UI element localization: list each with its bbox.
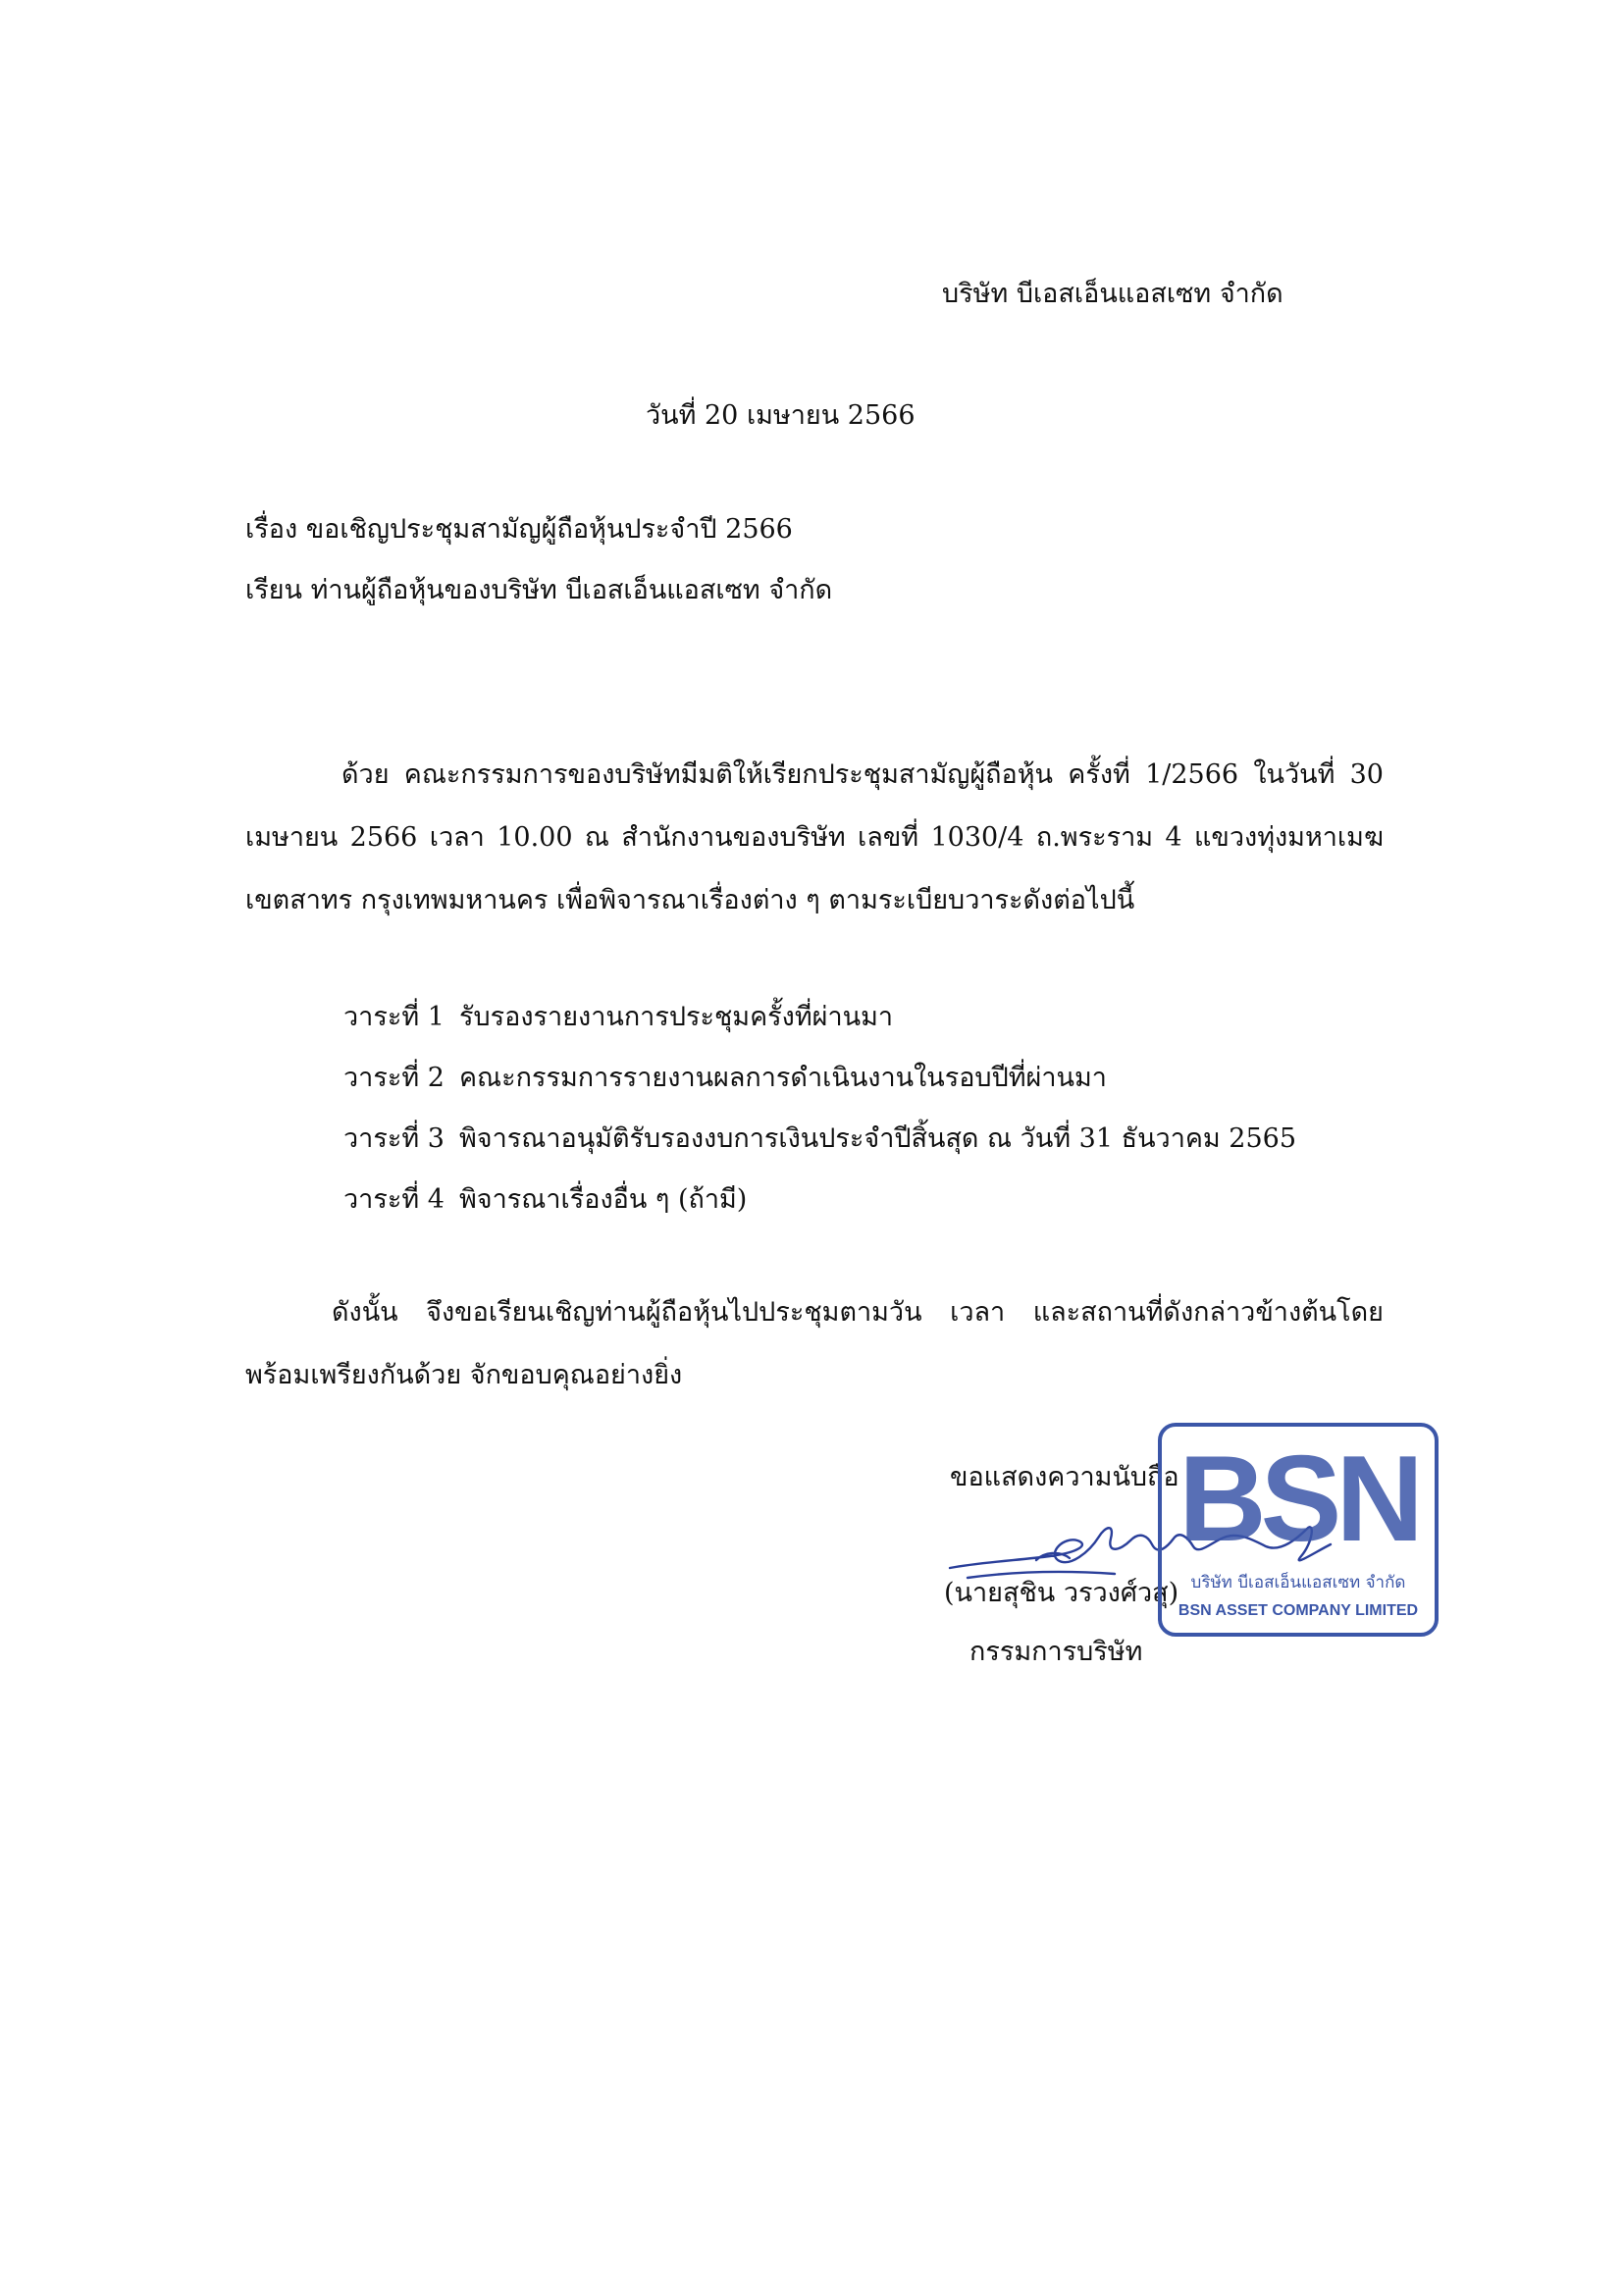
agenda-item-text: รับรองรายงานการประชุมครั้งที่ผ่านมา <box>459 1002 894 1032</box>
agenda-item-label: วาระที่ 1 <box>343 1002 445 1032</box>
agenda-item-label: วาระที่ 3 <box>343 1123 445 1154</box>
stamp-logo: BSN <box>1178 1432 1418 1567</box>
stamp-graphic <box>1160 1425 1437 1635</box>
stamp-thai-name: บริษัท บีเอสเอ็นแอสเซท จำกัด <box>1190 1573 1406 1592</box>
agenda-item-text: พิจารณาเรื่องอื่น ๆ (ถ้ามี) <box>459 1184 748 1215</box>
body-paragraph-2: ดังนั้น จึงขอเรียนเชิญท่านผู้ถือหุ้นไปประชุมตามวัน เวลา และสถานที่ดังกล่าวข้างต้นโดยพร้อมเพรียงกันด้วย จักขอบคุณอย่างยิ่ง <box>245 1297 1384 1390</box>
subject-line: เรื่อง ขอเชิญประชุมสามัญผู้ถือหุ้นประจำปี 2566 <box>245 514 793 545</box>
signer-title: กรรมการบริษัท <box>969 1637 1143 1667</box>
closing-regards: ขอแสดงความนับถือ <box>950 1462 1179 1492</box>
stamp-english-name: BSN ASSET COMPANY LIMITED <box>1178 1602 1419 1619</box>
agenda-item <box>343 1048 1296 1109</box>
agenda-item-label: วาระที่ 4 <box>343 1184 445 1215</box>
agenda-item-label: วาระที่ 2 <box>343 1063 445 1093</box>
agenda-item-text: คณะกรรมการรายงานผลการดำเนินงานในรอบปีที่ผ่านมา <box>459 1063 1107 1093</box>
body-paragraph-1: ด้วย คณะกรรมการของบริษัทมีมติให้เรียกประชุมสามัญผู้ถือหุ้น ครั้งที่ 1/2566 ในวันที่ 30 เมษายน 2566 เวลา 10.00 ณ สำนักงานของบริษัท เลขที่ 1030/4 ถ.พระราม 4 แขวงทุ่งมหาเมฆ เขตสาทร กรุงเทพมหานคร เพื่อพิจารณาเรื่องต่าง ๆ ตามระเบียบวาระดังต่อไปนี้ <box>245 759 1384 915</box>
company-stamp <box>1156 1421 1440 1639</box>
letter-date: วันที่ 20 เมษายน 2566 <box>646 400 916 431</box>
signer-name: (นายสุชิน วรวงศ์วสุ) <box>944 1578 1179 1608</box>
agenda-item <box>343 1170 1296 1230</box>
company-header: บริษัท บีเอสเอ็นแอสเซท จำกัด <box>942 279 1283 309</box>
addressee-line: เรียน ท่านผู้ถือหุ้นของบริษัท บีเอสเอ็นแอสเซท จำกัด <box>245 575 833 605</box>
agenda-item <box>343 1109 1296 1170</box>
agenda-item-text: พิจารณาอนุมัติรับรองงบการเงินประจำปีสิ้นสุด ณ วันที่ 31 ธันวาคม 2565 <box>459 1123 1297 1154</box>
agenda-list <box>343 987 1296 1230</box>
agenda-item <box>343 987 1296 1048</box>
